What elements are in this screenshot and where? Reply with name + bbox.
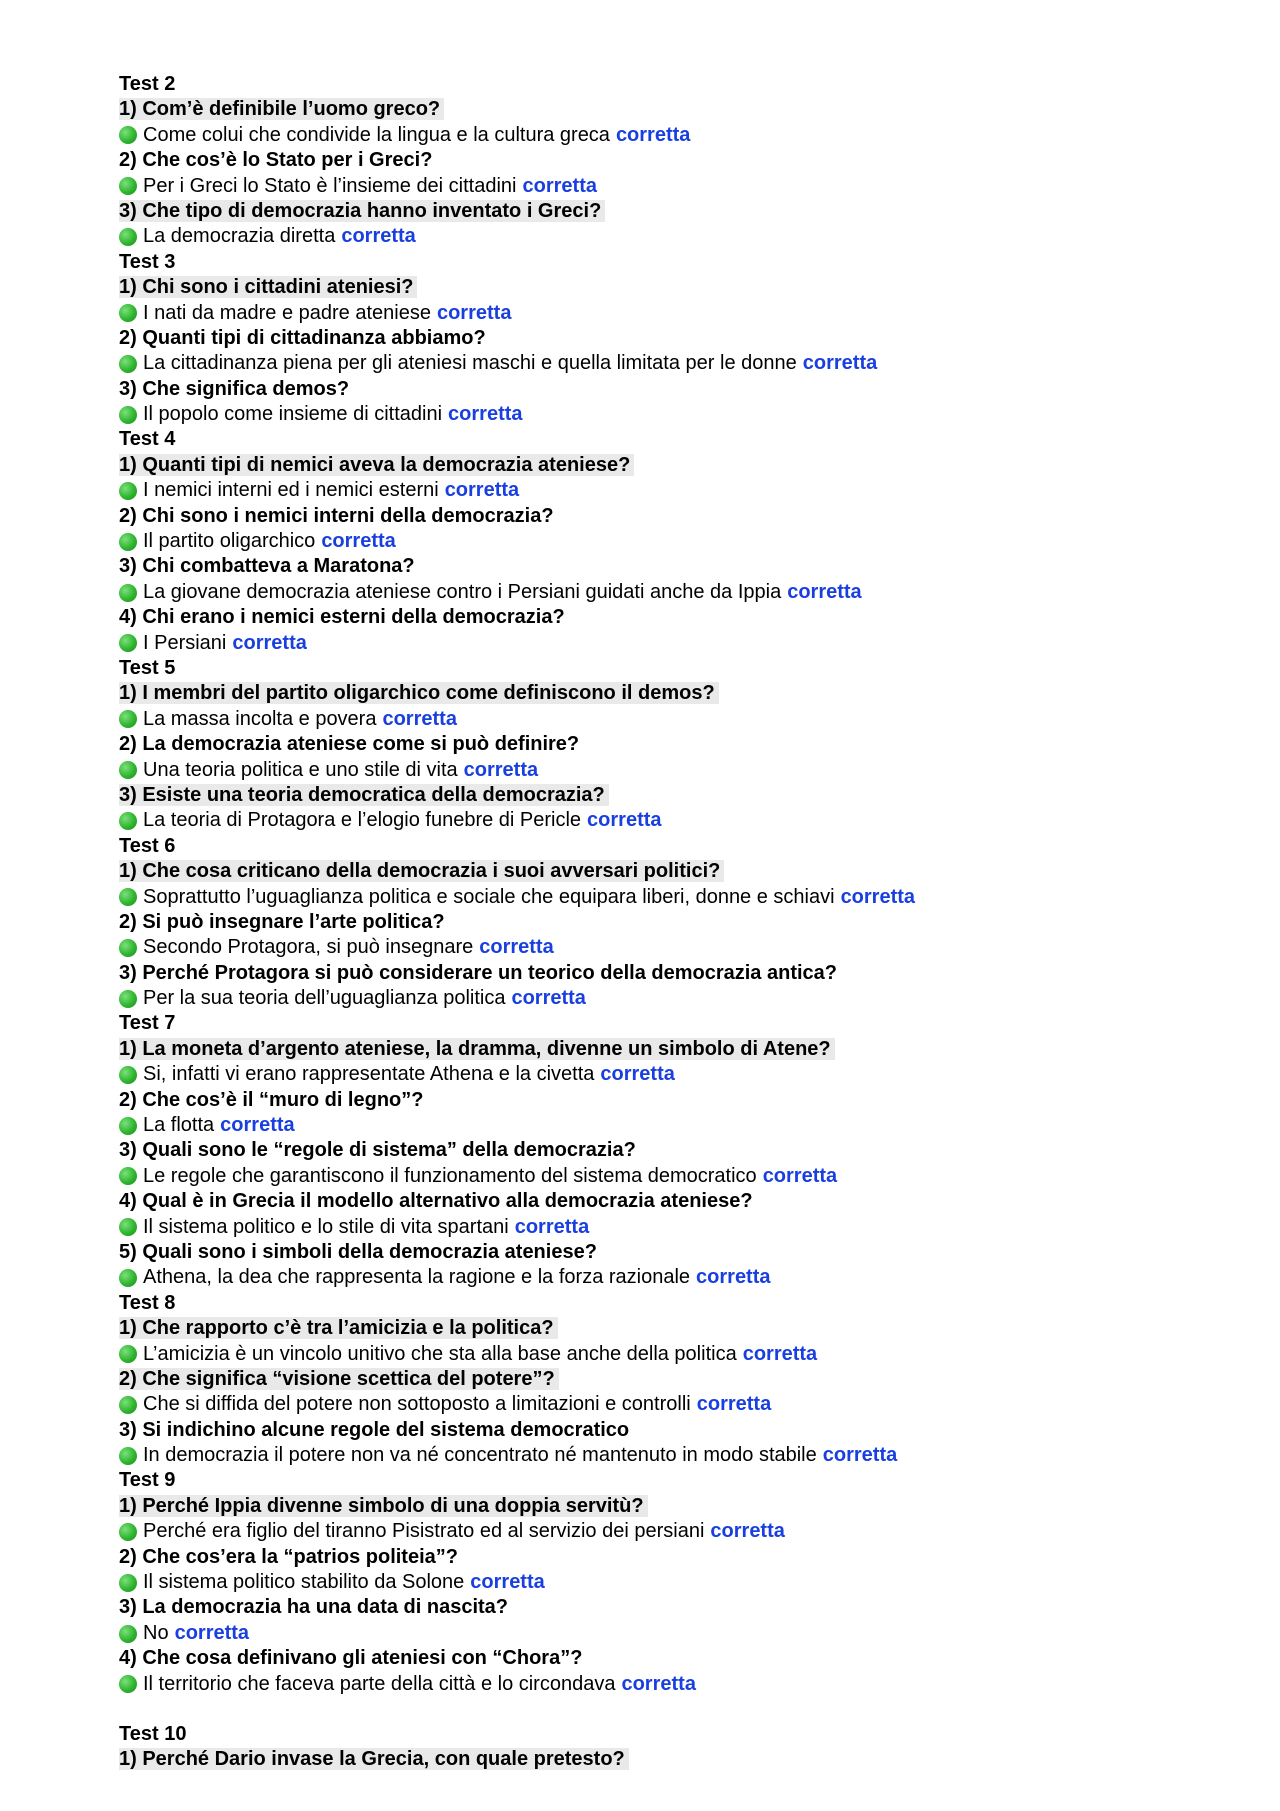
answer-text: I nati da madre e padre ateniese bbox=[143, 301, 431, 324]
question-text: 3) Che tipo di democrazia hanno inventato i Greci? bbox=[119, 200, 605, 222]
answer-text: La flotta bbox=[143, 1114, 215, 1137]
answer bbox=[119, 1570, 1219, 1595]
question bbox=[119, 1138, 1219, 1163]
correct-badge: corretta bbox=[787, 580, 862, 603]
green-circle-icon bbox=[119, 1675, 137, 1693]
question-text: 3) Esiste una teoria democratica della democrazia? bbox=[119, 784, 609, 806]
question bbox=[119, 1316, 1219, 1341]
correct-badge: corretta bbox=[463, 758, 539, 781]
green-circle-icon bbox=[119, 533, 137, 551]
answer bbox=[119, 1621, 1219, 1646]
correct-badge: corretta bbox=[321, 530, 396, 553]
question-text: 2) Che cos’era la “patrios politeia”? bbox=[119, 1545, 458, 1568]
question bbox=[119, 1646, 1219, 1671]
answer-text: Athena, la dea che rappresenta la ragione e la forza razionale bbox=[143, 1266, 691, 1289]
question bbox=[119, 1367, 1219, 1392]
answer-text: Il sistema politico e lo stile di vita spartani bbox=[143, 1215, 509, 1238]
answer-text: Soprattutto l’uguaglianza politica e sociale che equipara liberi, donne e schiavi bbox=[143, 885, 835, 908]
question bbox=[119, 1088, 1219, 1113]
answer bbox=[119, 1215, 1219, 1240]
question bbox=[119, 1494, 1219, 1519]
question-text: 3) Che significa demos? bbox=[119, 377, 350, 400]
question bbox=[119, 97, 1219, 122]
question-text: 5) Quali sono i simboli della democrazia ateniese? bbox=[119, 1240, 597, 1263]
answer bbox=[119, 224, 1219, 249]
test-title: Test 3 bbox=[119, 250, 176, 273]
question bbox=[119, 148, 1219, 173]
document-body bbox=[119, 72, 1219, 1773]
question bbox=[119, 783, 1219, 808]
answer bbox=[119, 758, 1219, 783]
correct-badge: corretta bbox=[514, 1215, 590, 1238]
question bbox=[119, 910, 1219, 935]
answer-text: La cittadinanza piena per gli ateniesi maschi e quella limitata per le donne bbox=[143, 352, 797, 375]
answer-text: Le regole che garantiscono il funzionamento del sistema democratico bbox=[143, 1164, 757, 1187]
answer bbox=[119, 885, 1219, 910]
answer bbox=[119, 1164, 1219, 1189]
answer-text: Per la sua teoria dell’uguaglianza politica bbox=[143, 987, 506, 1010]
correct-badge: corretta bbox=[762, 1164, 838, 1187]
answer-text: No bbox=[143, 1621, 169, 1644]
question-text: 2) La democrazia ateniese come si può definire? bbox=[119, 733, 580, 756]
answer bbox=[119, 707, 1219, 732]
answer bbox=[119, 631, 1219, 656]
question-text: 3) Chi combatteva a Maratona? bbox=[119, 555, 415, 578]
question-text: 2) Chi sono i nemici interni della democrazia? bbox=[119, 504, 554, 527]
answer bbox=[119, 351, 1219, 376]
correct-badge: corretta bbox=[840, 885, 916, 908]
test-title: Test 7 bbox=[119, 1012, 176, 1035]
green-circle-icon bbox=[119, 1396, 137, 1414]
green-circle-icon bbox=[119, 406, 137, 424]
green-circle-icon bbox=[119, 355, 137, 373]
question bbox=[119, 377, 1219, 402]
correct-badge: corretta bbox=[382, 707, 457, 730]
question-text: 1) I membri del partito oligarchico come definiscono il demos? bbox=[119, 682, 719, 704]
question bbox=[119, 859, 1219, 884]
correct-badge: corretta bbox=[436, 301, 512, 324]
question-text: 1) Perché Ippia divenne simbolo di una doppia servitù? bbox=[119, 1495, 648, 1517]
green-circle-icon bbox=[119, 990, 137, 1008]
test-title: Test 2 bbox=[119, 73, 176, 95]
answer-text: Perché era figlio del tiranno Pisistrato ed al servizio dei persiani bbox=[143, 1520, 705, 1543]
green-circle-icon bbox=[119, 1625, 137, 1643]
correct-badge: corretta bbox=[587, 809, 662, 832]
question-text: 2) Quanti tipi di cittadinanza abbiamo? bbox=[119, 326, 486, 349]
green-circle-icon bbox=[119, 1167, 137, 1185]
correct-badge: corretta bbox=[621, 1672, 696, 1695]
answer-text: Come colui che condivide la lingua e la cultura greca bbox=[143, 123, 610, 146]
answer-text: Una teoria politica e uno stile di vita bbox=[143, 758, 458, 781]
correct-badge: corretta bbox=[341, 225, 416, 248]
question-text: 3) La democrazia ha una data di nascita? bbox=[119, 1596, 509, 1619]
answer bbox=[119, 1062, 1219, 1087]
question bbox=[119, 1545, 1219, 1570]
question bbox=[119, 681, 1219, 706]
answer bbox=[119, 808, 1219, 833]
correct-badge: corretta bbox=[444, 479, 520, 502]
answer bbox=[119, 1342, 1219, 1367]
green-circle-icon bbox=[119, 1269, 137, 1287]
answer bbox=[119, 529, 1219, 554]
question bbox=[119, 275, 1219, 300]
correct-badge: corretta bbox=[232, 631, 307, 654]
question-text: 1) Com’è definibile l’uomo greco? bbox=[119, 98, 444, 120]
answer bbox=[119, 478, 1219, 503]
question-text: 1) Che rapporto c’è tra l’amicizia e la politica? bbox=[119, 1317, 558, 1339]
correct-badge: corretta bbox=[220, 1114, 295, 1137]
question-text: 1) La moneta d’argento ateniese, la dramma, divenne un simbolo di Atene? bbox=[119, 1038, 835, 1060]
answer-text: Il popolo come insieme di cittadini bbox=[143, 403, 443, 426]
green-circle-icon bbox=[119, 1447, 137, 1465]
green-circle-icon bbox=[119, 1218, 137, 1236]
test-title: Test 5 bbox=[119, 656, 176, 679]
question-text: 4) Chi erano i nemici esterni della democrazia? bbox=[119, 606, 565, 629]
answer bbox=[119, 1265, 1219, 1290]
answer-text: Si, infatti vi erano rappresentate Athena e la civetta bbox=[143, 1063, 595, 1086]
question-text: 1) Quanti tipi di nemici aveva la democrazia ateniese? bbox=[119, 454, 634, 476]
question-text: 2) Si può insegnare l’arte politica? bbox=[119, 910, 445, 933]
test-title: Test 9 bbox=[119, 1469, 176, 1492]
correct-badge: corretta bbox=[470, 1571, 545, 1594]
green-circle-icon bbox=[119, 939, 137, 957]
green-circle-icon bbox=[119, 482, 137, 500]
correct-badge: corretta bbox=[600, 1063, 675, 1086]
answer-text: Per i Greci lo Stato è l’insieme dei cittadini bbox=[143, 174, 517, 197]
answer bbox=[119, 123, 1219, 148]
answer bbox=[119, 1672, 1219, 1697]
answer-text: Che si diffida del potere non sottoposto a limitazioni e controlli bbox=[143, 1393, 691, 1416]
answer-text: Secondo Protagora, si può insegnare bbox=[143, 936, 474, 959]
correct-badge: corretta bbox=[174, 1621, 250, 1644]
question-text: 3) Perché Protagora si può considerare un teorico della democrazia antica? bbox=[119, 961, 837, 984]
answer bbox=[119, 301, 1219, 326]
answer bbox=[119, 1113, 1219, 1138]
green-circle-icon bbox=[119, 761, 137, 779]
green-circle-icon bbox=[119, 1066, 137, 1084]
green-circle-icon bbox=[119, 1523, 137, 1541]
answer bbox=[119, 1392, 1219, 1417]
correct-badge: corretta bbox=[448, 403, 523, 426]
green-circle-icon bbox=[119, 584, 137, 602]
question bbox=[119, 1037, 1219, 1062]
question bbox=[119, 732, 1219, 757]
question-text: 1) Perché Dario invase la Grecia, con quale pretesto? bbox=[119, 1748, 629, 1770]
answer-text: In democrazia il potere non va né concentrato né mantenuto in modo stabile bbox=[143, 1444, 817, 1467]
green-circle-icon bbox=[119, 634, 137, 652]
question-text: 2) Che cos’è il “muro di legno”? bbox=[119, 1088, 424, 1111]
correct-badge: corretta bbox=[696, 1266, 771, 1289]
green-circle-icon bbox=[119, 126, 137, 144]
answer-text: I Persiani bbox=[143, 631, 227, 654]
correct-badge: corretta bbox=[511, 987, 586, 1010]
question-text: 3) Quali sono le “regole di sistema” della democrazia? bbox=[119, 1139, 636, 1162]
answer bbox=[119, 1443, 1219, 1468]
green-circle-icon bbox=[119, 1117, 137, 1135]
correct-badge: corretta bbox=[822, 1444, 898, 1467]
question bbox=[119, 605, 1219, 630]
question-text: 1) Chi sono i cittadini ateniesi? bbox=[119, 276, 417, 298]
answer bbox=[119, 402, 1219, 427]
green-circle-icon bbox=[119, 812, 137, 830]
question bbox=[119, 1595, 1219, 1620]
correct-badge: corretta bbox=[522, 174, 597, 197]
answer-text: La giovane democrazia ateniese contro i Persiani guidati anche da Ippia bbox=[143, 580, 782, 603]
question-text: 4) Che cosa definivano gli ateniesi con “Chora”? bbox=[119, 1647, 583, 1670]
question bbox=[119, 504, 1219, 529]
question-text: 3) Si indichino alcune regole del sistema democratico bbox=[119, 1418, 630, 1441]
question-text: 2) Che cos’è lo Stato per i Greci? bbox=[119, 149, 433, 172]
answer-text: Il sistema politico stabilito da Solone bbox=[143, 1571, 465, 1594]
answer-text: La democrazia diretta bbox=[143, 225, 336, 248]
question bbox=[119, 199, 1219, 224]
answer bbox=[119, 986, 1219, 1011]
question-text: 2) Che significa “visione scettica del potere”? bbox=[119, 1368, 559, 1390]
question bbox=[119, 1747, 1219, 1772]
answer bbox=[119, 935, 1219, 960]
question-text: 4) Qual è in Grecia il modello alternativo alla democrazia ateniese? bbox=[119, 1190, 753, 1213]
answer-text: La massa incolta e povera bbox=[143, 707, 377, 730]
correct-badge: corretta bbox=[742, 1342, 818, 1365]
answer bbox=[119, 1519, 1219, 1544]
answer-text: L’amicizia è un vincolo unitivo che sta alla base anche della politica bbox=[143, 1342, 737, 1365]
correct-badge: corretta bbox=[696, 1393, 772, 1416]
test-title: Test 6 bbox=[119, 834, 176, 857]
answer-text: La teoria di Protagora e l’elogio funebre di Pericle bbox=[143, 809, 582, 832]
correct-badge: corretta bbox=[802, 352, 878, 375]
test-title: Test 4 bbox=[119, 428, 176, 451]
question bbox=[119, 453, 1219, 478]
answer bbox=[119, 580, 1219, 605]
question bbox=[119, 1240, 1219, 1265]
question bbox=[119, 1418, 1219, 1443]
green-circle-icon bbox=[119, 228, 137, 246]
green-circle-icon bbox=[119, 1574, 137, 1592]
answer bbox=[119, 174, 1219, 199]
question bbox=[119, 554, 1219, 579]
green-circle-icon bbox=[119, 710, 137, 728]
question bbox=[119, 326, 1219, 351]
green-circle-icon bbox=[119, 888, 137, 906]
green-circle-icon bbox=[119, 304, 137, 322]
blank-line bbox=[119, 1697, 1219, 1722]
test-title: Test 8 bbox=[119, 1291, 176, 1314]
question-text: 1) Che cosa criticano della democrazia i suoi avversari politici? bbox=[119, 860, 724, 882]
test-title: Test 10 bbox=[119, 1723, 187, 1745]
green-circle-icon bbox=[119, 1345, 137, 1363]
answer-text: Il territorio che faceva parte della città e lo circondava bbox=[143, 1672, 616, 1695]
correct-badge: corretta bbox=[710, 1520, 785, 1543]
correct-badge: corretta bbox=[479, 936, 554, 959]
answer-text: I nemici interni ed i nemici esterni bbox=[143, 479, 439, 502]
answer-text: Il partito oligarchico bbox=[143, 530, 316, 553]
question bbox=[119, 1189, 1219, 1214]
correct-badge: corretta bbox=[615, 123, 691, 146]
question bbox=[119, 961, 1219, 986]
green-circle-icon bbox=[119, 177, 137, 195]
